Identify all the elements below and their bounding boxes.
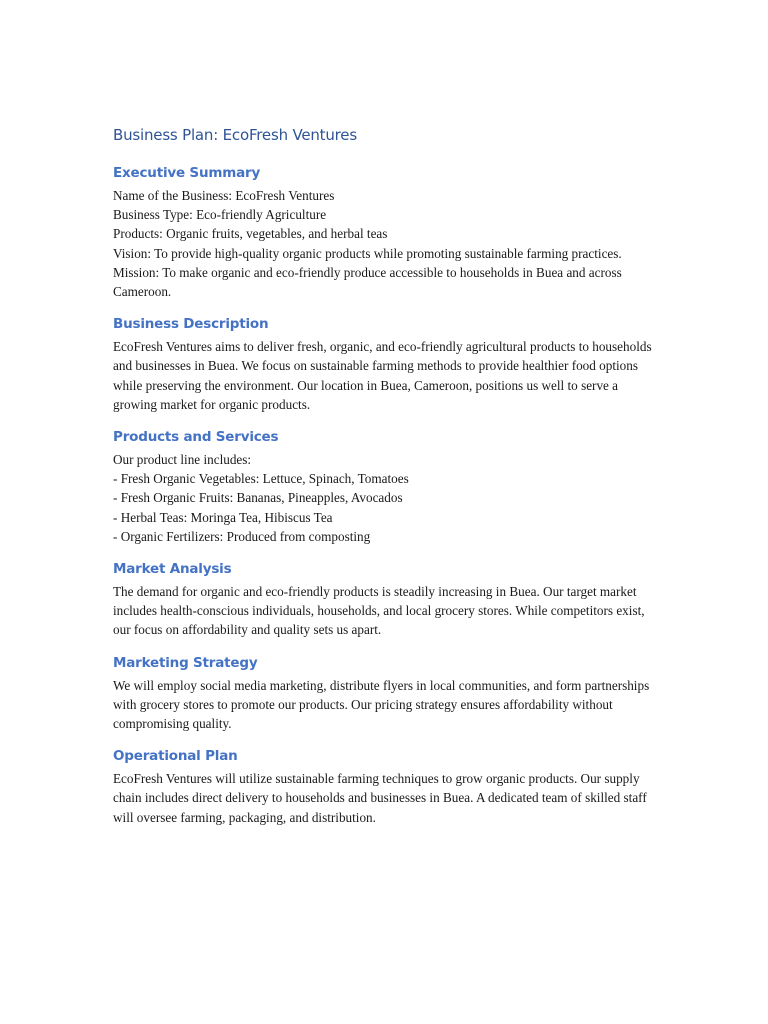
section-heading: Operational Plan [113,748,238,765]
section-heading: Marketing Strategy [113,654,258,671]
section-operational-plan [113,747,658,827]
section-heading: Products and Services [113,429,279,446]
section-paragraph: EcoFresh Ventures aims to deliver fresh, organic, and eco-friendly agricultural products to households and businesses in Buea. We focus on sustainable farming methods to provide healthier food options while preserving the environment. Our location in Buea, Cameroon, positions us well to serve a growing market for organic products. [113,339,652,412]
section-business-description [113,315,658,414]
list-item: - Organic Fertilizers: Produced from composting [113,528,371,544]
business-name-line: Name of the Business: EcoFresh Ventures [113,188,335,203]
section-executive-summary [113,164,658,301]
section-paragraph: The demand for organic and eco-friendly products is steadily increasing in Buea. Our target market includes health-conscious individuals, households, and local grocery stores. While competitors exist, our focus on affordability and quality sets us apart. [113,584,645,638]
document-title: Business Plan: EcoFresh Ventures [113,126,357,144]
vision-line: Vision: To provide high-quality organic products while promoting sustainable farming practices. [113,245,622,261]
section-paragraph: We will employ social media marketing, distribute flyers in local communities, and form partnerships with grocery stores to promote our products. Our pricing strategy ensures affordability without compromising quality. [113,677,650,732]
section-marketing-strategy [113,654,658,734]
mission-line: Mission: To make organic and eco-friendly produce accessible to households in Buea and across Cameroon. [113,264,622,300]
section-heading: Executive Summary [113,165,261,181]
list-item: - Fresh Organic Fruits: Bananas, Pineapples, Avocados [113,490,403,506]
section-market-analysis [113,560,658,640]
section-heading: Business Description [113,316,269,333]
list-item: - Herbal Teas: Moringa Tea, Hibiscus Tea [113,509,333,525]
list-item: - Fresh Organic Vegetables: Lettuce, Spinach, Tomatoes [113,471,409,487]
products-line: Products: Organic fruits, vegetables, and herbal teas [113,226,388,242]
product-list-intro: Our product line includes: [113,452,252,468]
section-products-and-services [113,428,658,546]
section-heading: Market Analysis [113,561,232,578]
business-type-line: Business Type: Eco-friendly Agriculture [113,207,327,223]
section-paragraph: EcoFresh Ventures will utilize sustainable farming techniques to grow organic products. Our supply chain includes direct delivery to households and businesses in Buea. A dedicated team of skilled staff will oversee farming, packaging, and distribution. [113,771,647,825]
document-page [113,124,658,841]
